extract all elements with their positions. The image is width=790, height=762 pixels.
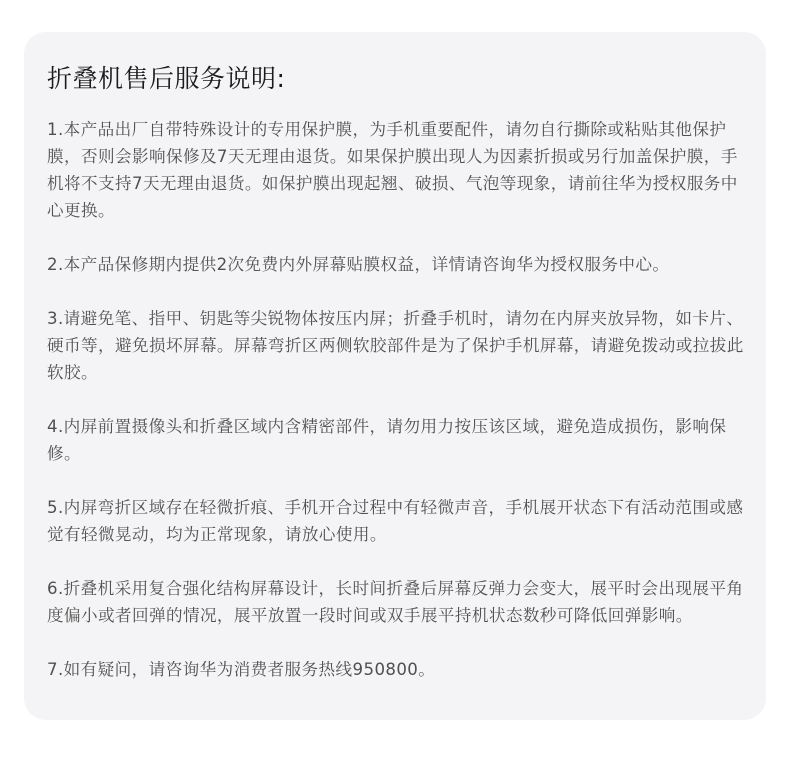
notice-item-7: 7.如有疑问，请咨询华为消费者服务热线950800。: [47, 660, 436, 679]
notice-title: 折叠机售后服务说明:: [47, 64, 286, 93]
notice-body: [47, 116, 744, 683]
notice-item-1: 1.本产品出厂自带特殊设计的专用保护膜，为手机重要配件，请勿自行撕除或粘贴其他保护膜，否则会影响保修及7天无理由退货。如果保护膜出现人为因素折损或另行加盖保护膜，手机将不支持7天无理由退货。如保护膜出现起翘、破损、气泡等现象，请前往华为授权服务中心更换。: [47, 120, 738, 220]
notice-item-6: 6.折叠机采用复合强化结构屏幕设计，长时间折叠后屏幕反弹力会变大，展平时会出现展平角度偏小或者回弹的情况，展平放置一段时间或双手展平持机状态数秒可降低回弹影响。: [47, 579, 744, 625]
notice-item-2: 2.本产品保修期内提供2次免费内外屏幕贴膜权益，详情请咨询华为授权服务中心。: [47, 255, 670, 274]
notice-item-5: 5.内屏弯折区域存在轻微折痕、手机开合过程中有轻微声音，手机展开状态下有活动范围或感觉有轻微晃动，均为正常现象，请放心使用。: [47, 498, 744, 544]
notice-item-4: 4.内屏前置摄像头和折叠区域内含精密部件，请勿用力按压该区域，避免造成损伤，影响保修。: [47, 417, 727, 463]
after-sales-notice-card: [24, 32, 766, 720]
notice-item-3: 3.请避免笔、指甲、钥匙等尖锐物体按压内屏；折叠手机时，请勿在内屏夹放异物，如卡片、硬币等，避免损坏屏幕。屏幕弯折区两侧软胶部件是为了保护手机屏幕，请避免拨动或拉拔此软胶。: [47, 309, 744, 382]
